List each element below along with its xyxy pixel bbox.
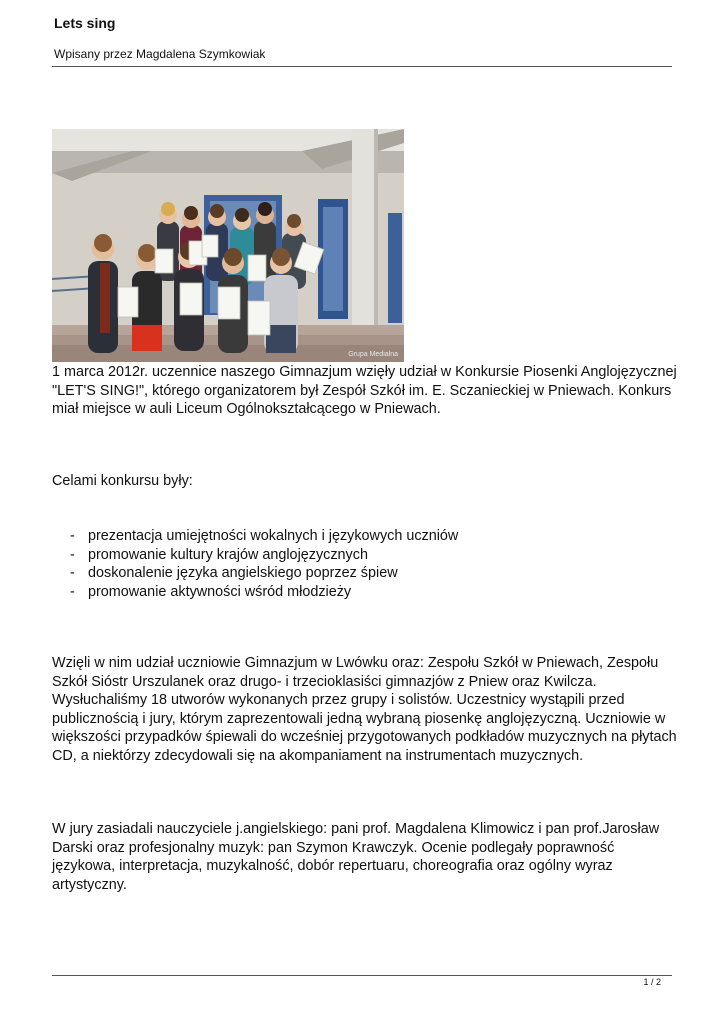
list-item [70, 583, 458, 602]
list-item-text: prezentacja umiejętności wokalnych i językowych uczniów [88, 528, 459, 544]
list-item [70, 527, 458, 546]
list-item-text: promowanie kultury krajów anglojęzycznych [88, 546, 368, 563]
group-photo [52, 129, 404, 362]
list-item-text: doskonalenie języka angielskiego poprzez śpiew [88, 565, 398, 582]
author-byline: Wpisany przez Magdalena Szymkowiak [54, 47, 266, 61]
list-item [70, 546, 458, 565]
page-number: 1 / 2 [643, 977, 661, 987]
list-marker: - [70, 528, 75, 544]
footer-divider [52, 975, 672, 976]
document-title: Lets sing [54, 15, 116, 31]
goals-heading: Celami konkursu były: [52, 473, 193, 489]
group-photo-illustration [52, 129, 404, 362]
list-item [70, 564, 458, 583]
participants-paragraph: Wzięli w nim udział uczniowie Gimnazjum w Lwówku oraz: Zespołu Szkół w Pniewach, Zespołu Szkół Sióstr Urszulanek oraz drugo- i trzecioklasiści gimnazjów z Pniew oraz Kwilcza. Wysłuchaliśmy 18 utworów wykonanych przez grupy i solistów. Uczestnicy wystąpili przed publicznością i jury, którym zaprezentowali jedną wybraną piosenkę anglojęzyczną. Uczniowie w większości przypadków śpiewali do wcześniej przygotowanych podkładów muzycznych na płytach CD, a niektórzy zdecydowali się na akompaniament na instrumentach muzycznych. [52, 655, 677, 764]
list-item-text: promowanie aktywności wśród młodzieży [88, 583, 352, 600]
list-marker: - [70, 546, 75, 563]
jury-paragraph: W jury zasiadali nauczyciele j.angielskiego: pani prof. Magdalena Klimowicz i pan prof.Jarosław Darski oraz profesjonalny muzyk: pan Szymon Krawczyk. Ocenie podlegały poprawność językowa, interpretacja, muzykalność, dobór repertuaru, choreografia oraz ogólny wyraz artystyczny. [52, 821, 660, 893]
goals-list [70, 527, 458, 601]
list-marker: - [70, 565, 75, 582]
list-marker: - [70, 583, 75, 600]
intro-paragraph: 1 marca 2012r. uczennice naszego Gimnazjum wzięły udział w Konkursie Piosenki Anglojęzycznej "LET'S SING!", którego organizatorem był Zespół Szkół im. E. Sczanieckiej w Pniewach. Konkurs miał miejsce w auli Liceum Ogólnokształcącego w Pniewach. [52, 364, 677, 418]
photo-credit: Grupa Medialna [348, 351, 398, 358]
header-divider [52, 66, 672, 67]
